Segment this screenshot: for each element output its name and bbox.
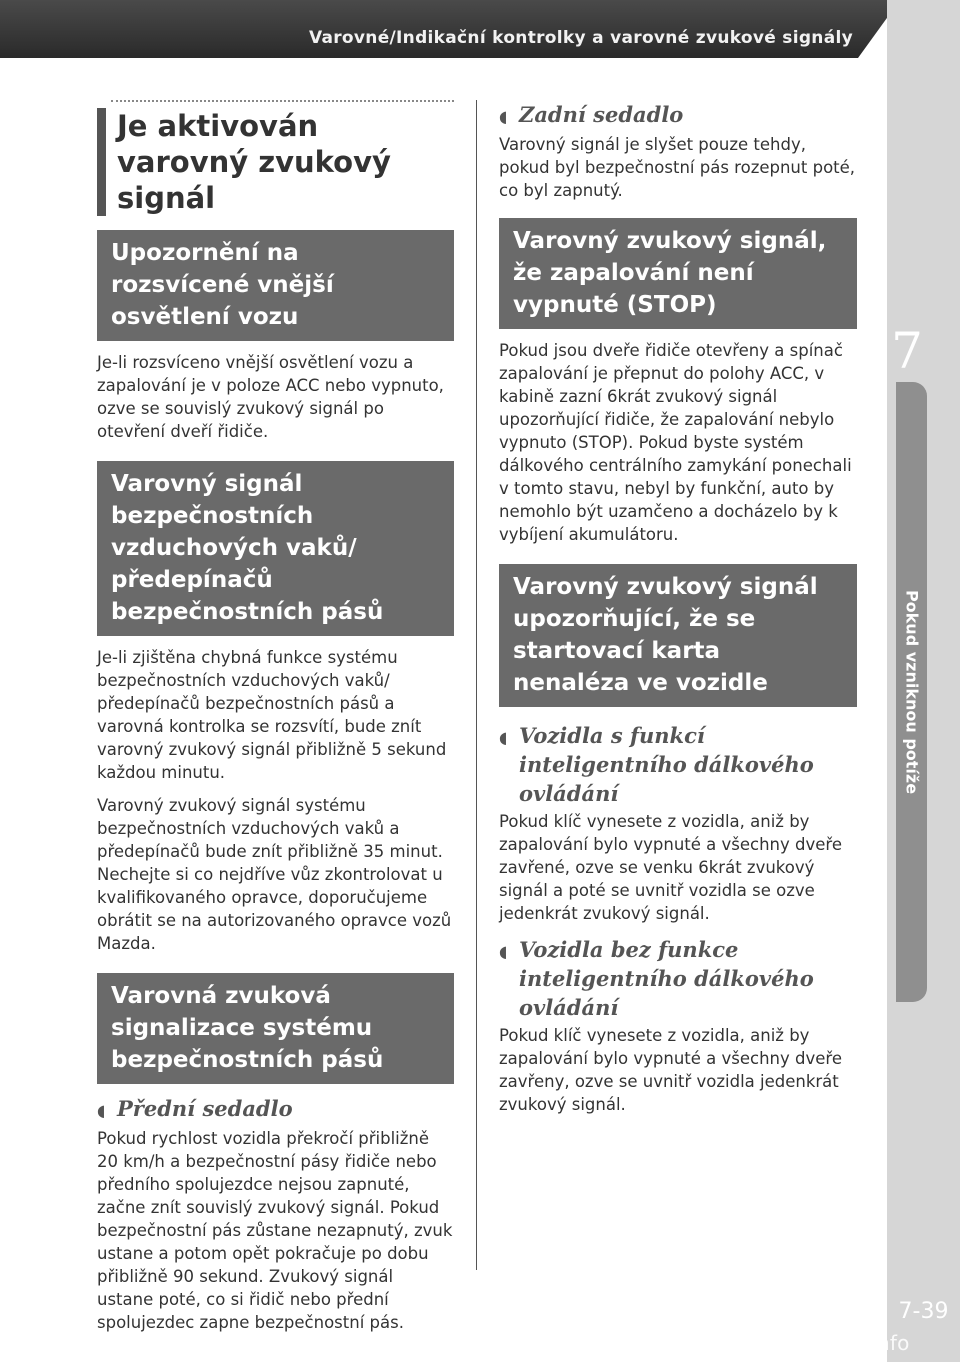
- triangle-bullet-icon: ◖: [499, 728, 508, 747]
- section-heading-card-not-found: Varovný zvukový signál upozorňující, že se startovací karta nenaléza ve vozidle: [499, 564, 857, 707]
- subheading-with-smart-key: ◖ Vozidla s funkcí inteligentního dálkového ovládání: [499, 723, 814, 806]
- main-title: Je aktivován varovný zvukový signál: [97, 108, 454, 216]
- left-column: [97, 100, 454, 1344]
- section-heading-airbag: Varovný signál bezpečnostních vzduchových vaků/ předepínačů bezpečnostních pásů: [97, 461, 454, 636]
- paragraph: Varovný zvukový signál systému bezpečnostních vzduchových vaků a předepínačů bude znít přibližně 35 minut. Nechejte si co nejdříve vůz zkontrolovat u kvalifikovaného opravce, doporučujeme obrátit se na autorizovaného opravce vozů Mazda.: [97, 796, 452, 953]
- column-divider: [476, 100, 477, 1270]
- paragraph: Pokud klíč vynesete z vozidla, aniž by zapalování bylo vypnuté a všechny dveře zavřené, ozve se venku 6krát zvukový signál a poté se uvnitř vozidla se ozve jedenkrát zvukový signál.: [499, 812, 842, 923]
- section-heading-exterior-lights: Upozornění na rozsvícené vnější osvětlení vozu: [97, 230, 454, 341]
- section-heading-ignition-not-off: Varovný zvukový signál, že zapalování není vypnuté (STOP): [499, 218, 857, 329]
- watermark: carmanualsonline.info: [684, 1331, 910, 1355]
- triangle-bullet-icon: ◖: [499, 107, 508, 126]
- subheading-without-smart-key: ◖ Vozidla bez funkce inteligentního dálkového ovládání: [499, 937, 814, 1020]
- running-header-title: Varovné/Indikační kontrolky a varovné zvukové signály: [308, 28, 853, 48]
- paragraph: Varovný signál je slyšet pouze tehdy, pokud byl bezpečnostní pás rozepnut poté, co byl zapnutý.: [499, 135, 856, 200]
- right-column: [499, 100, 857, 1126]
- paragraph: Pokud rychlost vozidla překročí přibližně 20 km/h a bezpečnostní pásy řidiče nebo předního spolujezdce nejsou zapnuté, začne znít souvislý zvukový signál. Pokud bezpečnostní pás zůstane nezapnutý, zvuk ustane a potom opět pokračuje po dobu přibližně 90 sekund. Zvukový signál ustane poté, co si řidič nebo přední spolujezdec zapne bezpečnostní pás.: [97, 1129, 453, 1332]
- subheading-rear-seat: ◖ Zadní sedadlo: [499, 100, 857, 131]
- triangle-bullet-icon: ◖: [97, 1101, 106, 1120]
- title-dotted-rule: [111, 100, 454, 102]
- section-heading-seatbelt: Varovná zvuková signalizace systému bezpečnostních pásů: [97, 973, 454, 1084]
- chapter-tab-label: Pokud vzniknou potíže: [902, 589, 922, 795]
- paragraph: Je-li zjištěna chybná funkce systému bezpečnostních vzduchových vaků/ předepínačů bezpečnostních pásů a varovná kontrolka se rozsvítí, bude znít varovný zvukový signál přibližně 5 sekund každou minutu.: [97, 648, 447, 782]
- paragraph: Pokud klíč vynesete z vozidla, aniž by zapalování bylo vypnuté a všechny dveře zavřeny, ozve se uvnitř vozidla jedenkrát zvukový signál.: [499, 1026, 842, 1114]
- subheading-front-seat: ◖ Přední sedadlo: [97, 1094, 454, 1125]
- paragraph: Je-li rozsvíceno vnější osvětlení vozu a zapalování je v poloze ACC nebo vypnuto, ozve se souvislý zvukový signál po otevření dveří řidiče.: [97, 353, 444, 441]
- paragraph: Pokud jsou dveře řidiče otevřeny a spínač zapalování je přepnut do polohy ACC, v kabině zazní 6krát zvukový signál upozorňující řidiče, že zapalování nebylo vypnuto (STOP). Pokud byste systém dálkového centrálního zamykání ponechali v tomto stavu, nebyl by funkční, auto by nemohlo být uzamčeno a docházelo by k vybíjení akumulátoru.: [499, 341, 852, 544]
- triangle-bullet-icon: ◖: [499, 942, 508, 961]
- chapter-number: 7: [891, 322, 923, 380]
- page-number: 7-39: [898, 1299, 949, 1324]
